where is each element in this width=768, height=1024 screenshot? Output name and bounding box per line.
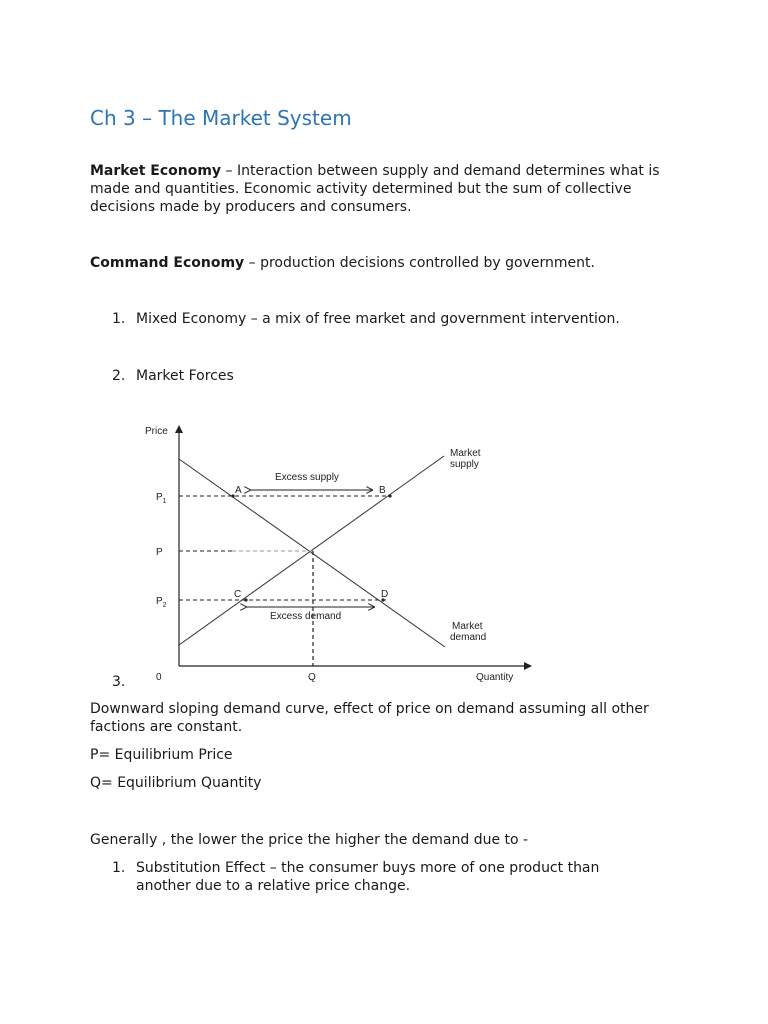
p-definition: P= Equilibrium Price (90, 747, 233, 763)
command-economy-term: Command Economy (90, 255, 245, 271)
list-item-text: Substitution Effect – the consumer buys more of one product than another due to a relative price change. (136, 860, 600, 894)
market-economy-term: Market Economy (90, 163, 222, 179)
list-number: 1. (112, 860, 126, 876)
list-item-text: Market Forces (136, 368, 234, 384)
p1-letter: P (156, 492, 163, 503)
origin-label: 0 (156, 672, 162, 683)
q-definition: Q= Equilibrium Quantity (90, 775, 262, 791)
supply-label-line1: Market (450, 448, 481, 459)
supply-label-line2: supply (450, 459, 479, 470)
excess-supply-label: Excess supply (275, 472, 339, 483)
list-item-text: Mixed Economy – a mix of free market and government intervention. (136, 311, 620, 327)
market-economy-definition: – Interaction between supply and demand determines what is made and quantities. Economic activity determined but the sum of collective decisions made by producers and consumers. (90, 163, 660, 215)
list-number: 2. (112, 368, 126, 384)
x-axis-label: Quantity (476, 672, 514, 683)
command-economy-definition: – production decisions controlled by government. (244, 255, 595, 271)
page-title: Ch 3 – The Market System (90, 106, 352, 130)
p2-subscript: 2 (162, 602, 167, 609)
p-label: P (156, 547, 163, 558)
point-b-label: B (379, 485, 386, 496)
p1-subscript: 1 (162, 498, 167, 505)
list-number: 1. (112, 311, 126, 327)
point-d-label: D (381, 589, 389, 600)
generally-paragraph: Generally , the lower the price the higher the demand due to - (90, 832, 529, 848)
p2-letter: P (156, 596, 163, 607)
p1-label (156, 492, 167, 505)
list-item-substitution-effect (112, 859, 652, 895)
demand-label-line2: demand (450, 632, 487, 643)
p2-label (156, 596, 167, 609)
explanation-paragraph: Downward sloping demand curve, effect of price on demand assuming all other factions are constant. (90, 701, 649, 735)
y-axis-label: Price (145, 426, 168, 437)
demand-label-line1: Market (452, 621, 483, 632)
point-b-dot (388, 494, 391, 497)
point-c-dot (244, 598, 247, 601)
point-c-label: C (234, 589, 242, 600)
q-label: Q (308, 672, 316, 683)
list-number: 3. (112, 674, 126, 690)
excess-demand-label: Excess demand (270, 611, 342, 622)
point-a-label: A (235, 485, 242, 496)
